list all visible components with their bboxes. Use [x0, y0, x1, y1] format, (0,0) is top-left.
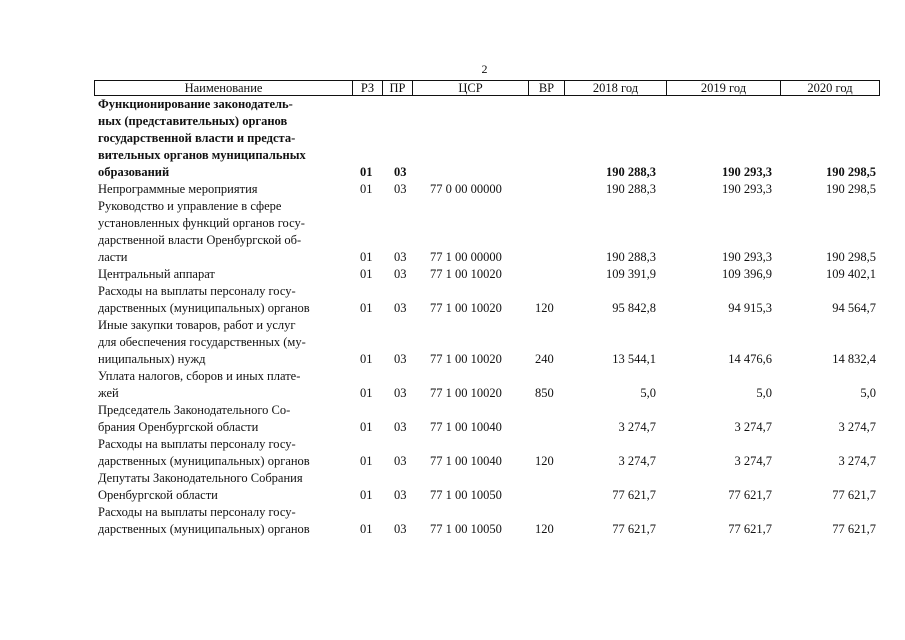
table-row [0, 470, 905, 504]
cell-2019: 3 274,7 [734, 454, 772, 468]
cell-2019: 109 396,9 [722, 267, 772, 281]
cell-rz: 01 [360, 420, 373, 434]
table-row [0, 402, 905, 436]
table-row [0, 368, 905, 402]
cell-2018: 3 274,7 [618, 454, 656, 468]
table-row [0, 283, 905, 317]
row-name [98, 266, 350, 283]
row-name-line: образований [98, 165, 170, 179]
col-header-2019: 2019 год [667, 81, 781, 95]
row-name [98, 317, 350, 368]
row-name [98, 198, 350, 266]
cell-2019: 3 274,7 [734, 420, 772, 434]
cell-2018: 109 391,9 [606, 267, 656, 281]
row-name-line: Уплата налогов, сборов и иных плате- [98, 369, 301, 383]
cell-pr: 03 [394, 165, 407, 179]
cell-pr: 03 [394, 182, 407, 196]
row-name [98, 368, 350, 402]
page-number-text: 2 [481, 62, 488, 76]
cell-rz: 01 [360, 386, 373, 400]
row-name-line: Непрограммные мероприятия [98, 182, 258, 196]
cell-rz: 01 [360, 522, 373, 536]
cell-pr: 03 [394, 522, 407, 536]
cell-2020: 3 274,7 [838, 420, 876, 434]
col-header-vr: ВР [529, 81, 565, 95]
cell-2018: 190 288,3 [606, 182, 656, 196]
row-name [98, 96, 350, 181]
table-row [0, 504, 905, 538]
cell-rz: 01 [360, 182, 373, 196]
row-name [98, 283, 350, 317]
row-name-line: ных (представительных) органов [98, 114, 288, 128]
cell-2019: 190 293,3 [722, 182, 772, 196]
cell-2020: 190 298,5 [826, 250, 876, 264]
cell-rz: 01 [360, 250, 373, 264]
cell-pr: 03 [394, 420, 407, 434]
row-name-line: жей [98, 386, 119, 400]
cell-csr: 77 1 00 10020 [430, 352, 502, 366]
cell-csr: 77 1 00 10040 [430, 420, 502, 434]
cell-2019: 190 293,3 [722, 165, 772, 179]
row-name-line: дарственной власти Оренбургской об- [98, 233, 302, 247]
cell-pr: 03 [394, 488, 407, 502]
row-name-line: для обеспечения государственных (му- [98, 335, 306, 349]
cell-pr: 03 [394, 386, 407, 400]
row-name [98, 504, 350, 538]
cell-vr: 240 [535, 352, 554, 366]
cell-2018: 77 621,7 [612, 488, 656, 502]
col-header-pr: ПР [383, 81, 413, 95]
cell-csr: 77 1 00 00000 [430, 250, 502, 264]
cell-csr: 77 0 00 00000 [430, 182, 502, 196]
row-name-line: ниципальных) нужд [98, 352, 206, 366]
cell-csr: 77 1 00 10040 [430, 454, 502, 468]
cell-csr: 77 1 00 10050 [430, 522, 502, 536]
cell-vr: 120 [535, 522, 554, 536]
cell-vr: 120 [535, 454, 554, 468]
page-number [0, 62, 905, 76]
col-header-rz: РЗ [353, 81, 383, 95]
cell-2018: 13 544,1 [612, 352, 656, 366]
row-name-line: Руководство и управление в сфере [98, 199, 282, 213]
row-name-line: Расходы на выплаты персоналу госу- [98, 284, 296, 298]
row-name-line: Иные закупки товаров, работ и услуг [98, 318, 296, 332]
row-name-line: Расходы на выплаты персоналу госу- [98, 505, 296, 519]
row-name [98, 181, 350, 198]
cell-csr [430, 164, 540, 181]
cell-2018: 190 288,3 [606, 165, 656, 179]
cell-pr: 03 [394, 352, 407, 366]
cell-2019: 77 621,7 [728, 488, 772, 502]
row-name-line: Расходы на выплаты персоналу госу- [98, 437, 296, 451]
cell-2018: 77 621,7 [612, 522, 656, 536]
cell-2018: 5,0 [640, 386, 656, 400]
cell-2019: 190 293,3 [722, 250, 772, 264]
row-name-line: Депутаты Законодательного Собрания [98, 471, 303, 485]
cell-csr: 77 1 00 10020 [430, 301, 502, 315]
cell-pr: 03 [394, 301, 407, 315]
table-row [0, 198, 905, 266]
cell-csr: 77 1 00 10050 [430, 488, 502, 502]
row-name-line: ласти [98, 250, 128, 264]
table-row [0, 266, 905, 283]
cell-vr: 850 [535, 386, 554, 400]
row-name-line: дарственных (муниципальных) органов [98, 454, 310, 468]
table-row [0, 317, 905, 368]
cell-pr: 03 [394, 250, 407, 264]
row-name-line: дарственных (муниципальных) органов [98, 301, 310, 315]
cell-2019: 77 621,7 [728, 522, 772, 536]
cell-2020: 190 298,5 [826, 165, 876, 179]
row-name-line: Функционирование законодатель- [98, 97, 293, 111]
cell-rz: 01 [360, 454, 373, 468]
row-name-line: Оренбургской области [98, 488, 218, 502]
cell-vr: 120 [535, 301, 554, 315]
cell-2020: 3 274,7 [838, 454, 876, 468]
cell-2019: 5,0 [756, 386, 772, 400]
row-name-line: Председатель Законодательного Со- [98, 403, 291, 417]
cell-rz: 01 [360, 488, 373, 502]
cell-2018: 3 274,7 [618, 420, 656, 434]
cell-2020: 5,0 [860, 386, 876, 400]
col-header-name: Наименование [95, 81, 353, 95]
row-name [98, 402, 350, 436]
cell-2020: 77 621,7 [832, 522, 876, 536]
table-header [94, 80, 880, 96]
col-header-csr: ЦСР [413, 81, 529, 95]
cell-rz: 01 [360, 165, 373, 179]
row-name-line: дарственных (муниципальных) органов [98, 522, 310, 536]
col-header-2020: 2020 год [807, 81, 853, 95]
cell-rz: 01 [360, 301, 373, 315]
cell-2019: 94 915,3 [728, 301, 772, 315]
row-name-line: установленных функций органов госу- [98, 216, 305, 230]
cell-2020: 94 564,7 [832, 301, 876, 315]
row-name-line: Центральный аппарат [98, 267, 215, 281]
table-row [0, 436, 905, 470]
cell-rz: 01 [360, 352, 373, 366]
row-name-line: брания Оренбургской области [98, 420, 259, 434]
cell-2020: 190 298,5 [826, 182, 876, 196]
table-body [0, 96, 905, 538]
cell-2018: 95 842,8 [612, 301, 656, 315]
cell-rz: 01 [360, 267, 373, 281]
col-header-2018: 2018 год [565, 81, 667, 95]
cell-pr: 03 [394, 267, 407, 281]
row-name-line: вительных органов муниципальных [98, 148, 306, 162]
row-name [98, 436, 350, 470]
row-name [98, 470, 350, 504]
cell-2018: 190 288,3 [606, 250, 656, 264]
cell-csr: 77 1 00 10020 [430, 267, 502, 281]
cell-2019: 14 476,6 [728, 352, 772, 366]
row-name-line: государственной власти и предста- [98, 131, 296, 145]
cell-2020: 77 621,7 [832, 488, 876, 502]
table-row [0, 96, 905, 181]
cell-2020: 109 402,1 [826, 267, 876, 281]
table-row [0, 181, 905, 198]
cell-pr: 03 [394, 454, 407, 468]
cell-csr: 77 1 00 10020 [430, 386, 502, 400]
cell-2020: 14 832,4 [832, 352, 876, 366]
